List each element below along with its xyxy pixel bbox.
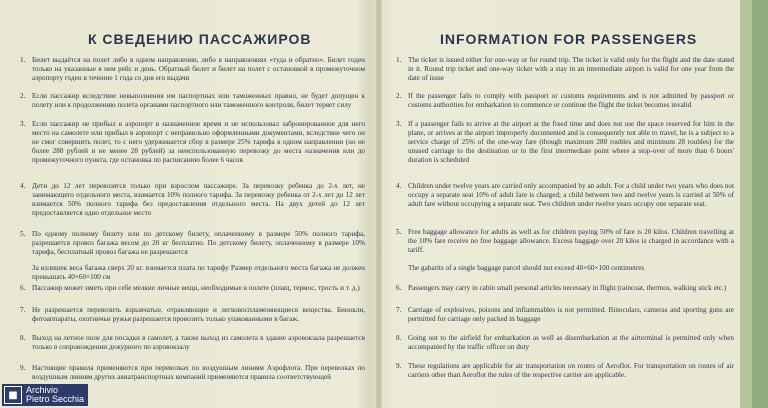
ru-rule-5: 5. По одному полному билету или по детскому билету, оплаченному в размере 50% полного тарифа, разрешается провоз багажа весом до 20 кг бесплатно. По детскому билету, оплаченному в размере 10% тарифа, бесплатный провоз багажа не разрешается <box>20 230 365 256</box>
ru-rule-2: 2. Если пассажир вследствие невыполнения им паспортных или таможенных правил, не будет допущен к полету или к продолжению полета органами паспортного или таможенного контроля, билет теряет силу <box>20 92 365 109</box>
archive-watermark <box>2 384 88 406</box>
en-rule-8: 8. Going out to the airfield for embarkation as well as disembarkation at the airterminal is permitted only when accompanied by the traffic officer on duty <box>396 334 734 351</box>
ru-rule-8: 8. Выход на летное поле для посадки в самолет, а также выход из самолета в здание аэровокзала разрешается только в сопровождении дежурного по аэровокзалу <box>20 334 365 351</box>
en-rule-9: 9. These regulations are applicable for air transportation on routes of Aeroflot. For transportation on routes of air carriers other than Aeroflot the rules of the respective carrier are applicable. <box>396 362 734 379</box>
ru-rule-9: 9. Настоящие правила применяются при перевозках по воздушным линиям Аэрофлота. При перевозках по воздушным линиям других авиатранспортных компаний применяются правила соответствующей <box>20 364 365 381</box>
watermark-line-2: Pietro Secchia <box>26 394 85 404</box>
ru-rule-6: 6. Пассажир может иметь при себе мелкие личные вещи, необходимые в полете (плащ, термос, трость и т. д.) <box>20 284 360 292</box>
ru-rule-3: 3. Если пассажир не прибыл в аэропорт в назначенное время и не использовал забронированное для него место на самолете или прибыл в аэропорт с неправильно оформленными документами, вследствие чего он не смог совершить полет, то с него удерживается сбор в размере 25% тарифа в одном направлении (но не более 280 рублей и не менее 28 рублей) за неиспользованную перевозку до места назначения или до промежуточного пункта, где остановка по расписанию более 6 часов <box>20 120 365 164</box>
fold-line <box>376 0 382 408</box>
en-rule-6: 6. Passengers may carry in cabin small personal articles necessary in flight (raincoat, thermos, walking stick etc.) <box>396 284 727 292</box>
ru-rule-4: 4. Дети до 12 лет перевозятся только при взрослом пассажире. За перевозку ребенка до 2-х лет, не занимающего отдельного места, взимается 10% полного тарифа. За перевозку ребенка от 2-х лет до 12 лет взимается 50% полного тарифа без предоставления отдельного места. На двух детей до 12 лет предоставляется одно отдельное место <box>20 182 365 217</box>
archive-logo-icon: ■ <box>4 386 22 404</box>
ru-rule-7: 7. Не разрешается перевозить взрывчатые, отравляющие и легковоспламеняющиеся вещества. Бинокли, фотоаппараты, охотничьи ружья разрешается провозить только упакованными в багаж. <box>20 306 365 323</box>
ru-rule-1: 1. Билет выдаётся на полет либо в одном направлении, либо в направлениях «туда и обратно». Билет годен только на указанные в нем рейс и день. Обратный билет и билет на полет с остановкой в промежуточном аэропорту годен в течение 1 года со дня его выдачи <box>20 56 365 82</box>
watermark-line-1: Archivio <box>26 385 59 395</box>
en-rule-4: 4. Children under twelve years are carried only accompanied by an adult. For a child under two years who does not occupy a separate seat 10% of adult fare is charged; a child between two and twelve years is carried at 50% of adult fare without occupying a separate seat. Two children under twelve years occupy one separate seat. <box>396 182 734 208</box>
ru-title: К СВЕДЕНИЮ ПАССАЖИРОВ <box>88 31 312 47</box>
en-title: INFORMATION FOR PASSENGERS <box>440 31 698 47</box>
en-rule-5: 5. Free baggage allowance for adults as well as for children paying 50% of fare is 20 kilos. Children travelling at the 10% fare receive no free baggage allowance. Excess baggage over 20 kilos is charged in accordance with a tariff. <box>396 228 734 254</box>
ru-rule-5b: За излишек веса багажа сверх 20 кг. взимается плата по тарифу Размер отдельного места багажа не должен превышать 40×60×100 см <box>32 264 365 281</box>
en-rule-1: 1. The ticket is issued either for one-way or for round trip. The ticket is valid only for the flight and the date stated in it. Round trip ticket and one-way ticket with a stay in an intermediate airport is valid for one year from the date of issue <box>396 56 734 82</box>
en-rule-3: 3. If a passenger fails to arrive at the airport at the fixed time and does not use the space reserved for him in the plane, or arrives at the airport improperly documented and is consequently not able to travel, he is a subject to a service charge of 25% of the one-way fare (though maximum 280 roubles and minimum 28 roubles) for the unused carriage to the destination or to the first intermediate point where a stop-over of more than 6 hours' duration is scheduled <box>396 120 734 164</box>
green-cover-edge-dark <box>752 0 768 408</box>
en-rule-2: 2. If the passenger fails to comply with passport or customs requirements and is not admitted by passport or customs authorities for embarkation to commence or continue the flight the ticket becomes invalid <box>396 92 734 109</box>
en-rule-5b: The gabarits of a single baggage parcel should not exceed 40×60×100 centimetres <box>408 264 645 272</box>
en-rule-7: 7. Carriage of explosives, poisons and inflammables is not permitted. Binoculars, cameras and sporting guns are permitted for carriage only packed in baggage <box>396 306 734 323</box>
